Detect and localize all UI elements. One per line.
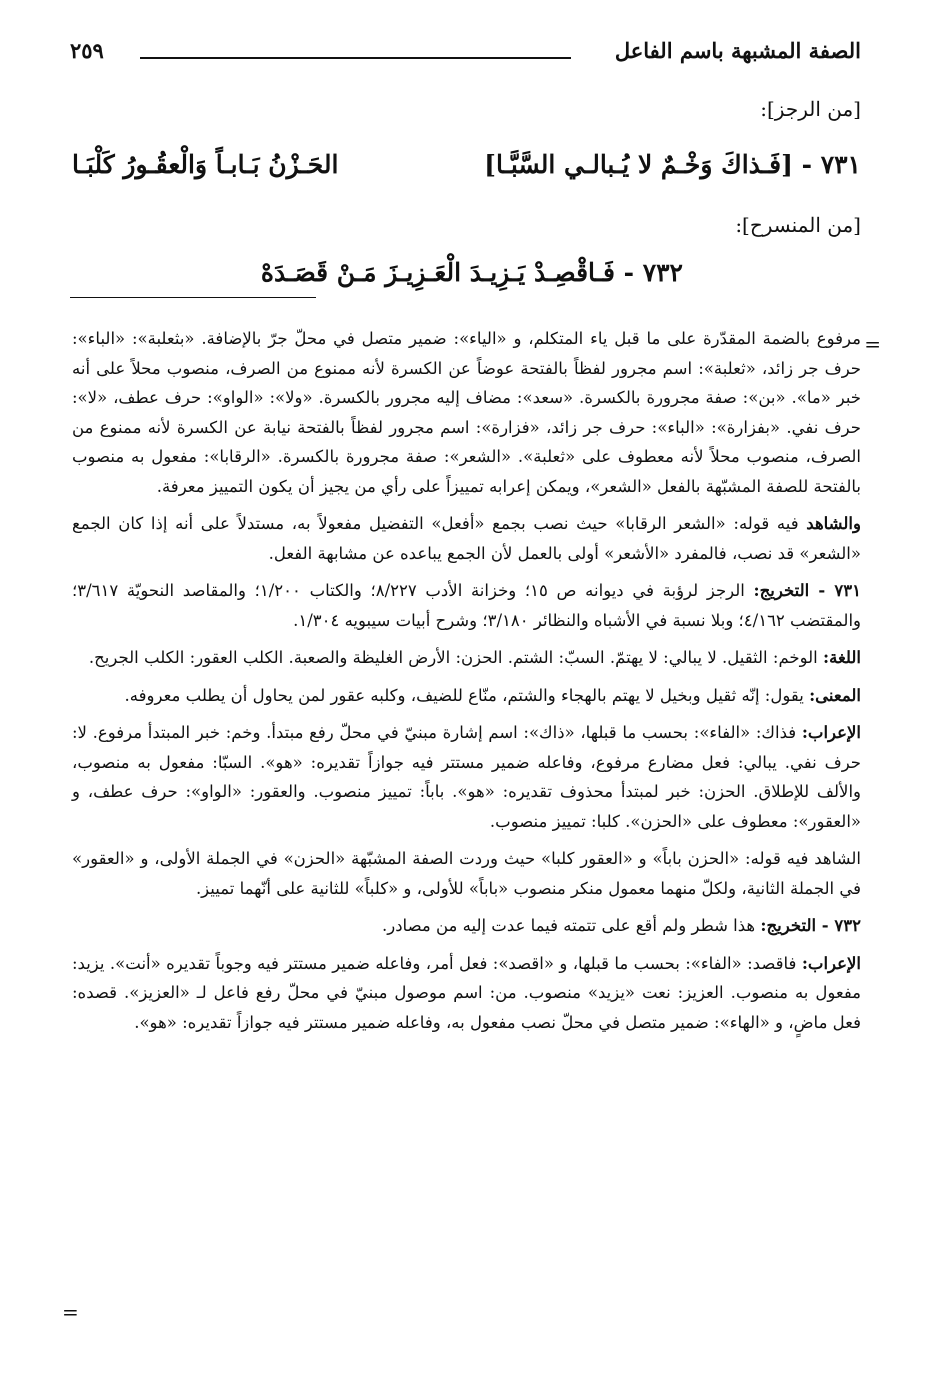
- body: فيه قوله: «الشعر الرقابا» حيث نصب بجمع «أفعل» التفضيل مفعولاً به، مستدلاً على أنه إذا كان الجمع «الشعر» قد نصب، فالمفرد «الأشعر» أولى بالعمل لأن الجمع يباعده عن مشابهة الفعل.: [72, 514, 861, 563]
- meter-label-731: [من الرجز]:: [760, 97, 861, 121]
- running-header: [70, 38, 861, 78]
- paragraph-irab-731: [72, 718, 861, 836]
- body: يقول: إنّه ثقيل وبخيل لا يهتم بالهجاء والشتم، منّاع للضيف، وكلبه عقور لمن يحاول أن يطلب معروفه.: [124, 685, 810, 705]
- continuation-mark: =: [864, 332, 881, 356]
- meter-label-732: [من المنسرح]:: [735, 213, 861, 237]
- end-continuation-mark: =: [62, 1300, 79, 1324]
- label: الإعراب:: [801, 723, 861, 742]
- paragraph-irab-732: [72, 949, 861, 1038]
- label: ٧٣١ - التخريج:: [753, 581, 861, 600]
- verse-731-first-hemistich: [484, 150, 861, 179]
- hemistich-text: [فَـذاكَ وَخْـمٌ لا يُـبالـي السَّبَّـا]: [484, 150, 793, 179]
- paragraph-irab-continued: مرفوع بالضمة المقدّرة على ما قبل ياء المتكلم، و «الياء»: ضمير متصل في محلّ جرّ بالإضافة. «بثعلبة»: «الباء»: حرف جر زائد، «ثعلبة»: اسم مجرور لفظاً بالفتحة عوضاً عن الكسرة لأنه ممنوع من الصرف، منصوب محلاً على أنه خبر «ما». «بن»: صفة مجرورة بالكسرة. «سعد»: مضاف إليه مجرور بالكسرة. «ولا»: «الواو»: حرف عطف، «لا»: حرف نفي. «بفزارة»: «الباء»: حرف جر زائد، «فزارة»: اسم مجرور لفظاً بالفتحة نيابة عن الكسرة لأنه ممنوع من الصرف، منصوب محلاً لأنه معطوف على «ثعلبة». «الشعر»: صفة مجرورة بالكسرة. «الرقابا»: مفعول به منصوب بالفتحة للصفة المشبّهة بالفعل «الشعر»، ويمكن إعرابه تمييزاً على رأي من يجيز أن يكون التمييز معرفة.: [72, 329, 861, 496]
- body: هذا شطر ولم أقع على تتمته فيما عدت إليه من مصادر.: [382, 916, 761, 935]
- header-rule: [140, 57, 571, 59]
- verse-732: ٧٣٢ - فَـاقْصِـدْ يَـزِيـدَ الْعَـزِيـزَ مَـنْ قَصَـدَهْ: [260, 258, 683, 287]
- chapter-title: الصفة المشبهة باسم الفاعل: [614, 38, 861, 63]
- paragraph-takhrij-731: [72, 576, 861, 635]
- footnote-separator: [70, 297, 316, 298]
- label: اللغة:: [823, 648, 861, 667]
- label: ٧٣٢ - التخريج:: [760, 916, 861, 935]
- label: المعنى:: [809, 685, 861, 705]
- paragraph-shahid-731: الشاهد فيه قوله: «الحزن باباً» و «العقور كلبا» حيث وردت الصفة المشبّهة «الحزن» في الجملة الأولى، و «العقور» في الجملة الثانية، ولكلّ منهما معمول منكر منصوب «باباً» للأولى، و «كلباً» للثانية على أنّهما تمييز.: [72, 849, 861, 898]
- paragraph-lugha-731: [72, 643, 861, 673]
- label: والشاهد: [806, 514, 861, 533]
- commentary: [72, 324, 861, 1045]
- page-number: ٢٥٩: [70, 38, 104, 63]
- verse-number: ٧٣١ -: [792, 150, 861, 179]
- verse-731-second-hemistich: الحَـزْنُ بَـابـاً وَالْعقُـورُ كَلْبَـا: [72, 150, 339, 179]
- label: الإعراب:: [801, 953, 861, 973]
- paragraph-shahid-prev: [72, 509, 861, 568]
- paragraph-maana-731: [72, 681, 861, 711]
- body: الرجز لرؤبة في ديوانه ص ١٥؛ وخزانة الأدب ٨/٢٢٧؛ والكتاب ١/٢٠٠؛ والمقاصد النحويّة ٣/٦١٧؛ والمقتضب ٤/١٦٢؛ وبلا نسبة في الأشباه والنظائر ٣/١٨٠؛ وشرح أبيات سيبويه ١/٣٠٤.: [72, 581, 861, 630]
- body: فاقصد: «الفاء»: بحسب ما قبلها، و «اقصد»: فعل أمر، وفاعله ضمير مستتر فيه وجوباً تقديره «أنت». يزيد: مفعول به منصوب. العزيز: نعت «يزيد» منصوب. من: اسم موصول مبنيّ في محلّ رفع فاعل لـ «العزيز». قصده: فعل ماضٍ، و «الهاء»: ضمير متصل في محلّ نصب مفعول به، وفاعله ضمير مستتر فيه جوازاً تقديره: «هو».: [72, 953, 861, 1032]
- body: الوخم: الثقيل. لا يبالي: لا يهتمّ. السبّ: الشتم. الحزن: الأرض الغليظة والصعبة. الكلب العقور: الكلب الجريح.: [88, 648, 824, 667]
- body: فذاك: «الفاء»: بحسب ما قبلها، «ذاك»: اسم إشارة مبنيّ في محلّ رفع مبتدأ. وخم: خبر المبتدأ مرفوع. لا: حرف نفي. يبالي: فعل مضارع مرفوع، وفاعله ضمير مستتر فيه جوازاً تقديره: «هو». السبّا: مفعول به منصوب، والألف للإطلاق. الحزن: خبر لمبتدأ محذوف تقديره: «هو». باباً: تمييز منصوب. والعقور: «الواو»: حرف عطف، و «العقور»: معطوف على «الحزن». كلبا: تمييز منصوب.: [72, 723, 861, 831]
- paragraph-takhrij-732: [72, 911, 861, 941]
